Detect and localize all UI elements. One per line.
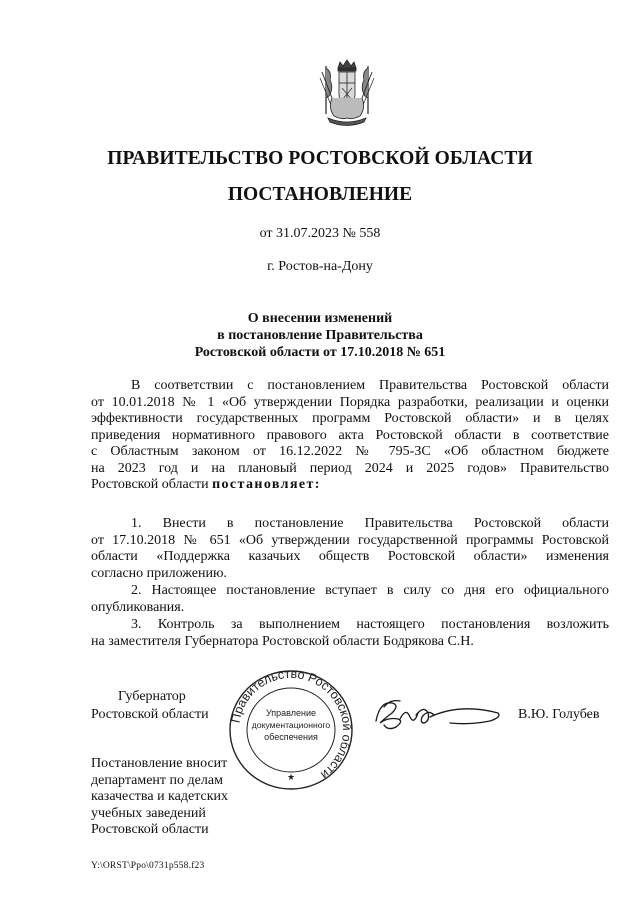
stamp-star-icon: ★	[286, 772, 296, 782]
rostov-coat-of-arms-icon	[318, 58, 376, 128]
footer-file-path: Y:\ORST\Ppo\0731p558.f23	[91, 861, 205, 871]
text-line: В соответствии с постановлением Правительства Ростовской области	[131, 378, 609, 393]
text-fragment: Ростовской области	[91, 477, 213, 492]
text-line: приведения нормативного правового акта Ростовской области в соответствие	[91, 427, 609, 443]
stamp-center-line: Управление	[265, 708, 317, 718]
document-heading	[0, 310, 640, 361]
text-line: Постановление вносит	[91, 756, 228, 771]
document-date-number: от 31.07.2023 № 558	[259, 226, 381, 241]
submitted-by-block	[91, 756, 271, 839]
signer-name: В.Ю. Голубев	[518, 707, 600, 722]
text-line: Ростовской области	[91, 822, 209, 838]
stamp-center-line: обеспечения	[264, 732, 318, 742]
stamp-ring-text: Правительство Ростовской области	[228, 668, 355, 783]
heading-line: Ростовской области от 17.10.2018 № 651	[194, 345, 446, 360]
resolution-keyword: постановляет:	[212, 477, 321, 492]
text-line: 3. Контроль за выполнением настоящего постановления возложить	[131, 617, 609, 632]
clause-2	[91, 583, 609, 616]
text-line: 2. Настоящее постановление вступает в силу со дня его официального	[131, 583, 609, 598]
text-line: с Областным законом от 16.12.2022 № 795-ЗС «Об областном бюджете	[91, 444, 609, 459]
document-type: ПОСТАНОВЛЕНИЕ	[227, 184, 413, 205]
signer-title: Губернатор	[118, 689, 186, 704]
preamble-paragraph	[91, 378, 609, 494]
text-line: на заместителя Губернатора Ростовской области Бодрякова С.Н.	[91, 633, 474, 649]
text-line: казачества и кадетских	[91, 789, 228, 805]
text-line: 1. Внести в постановление Правительства Ростовской области	[131, 516, 609, 531]
text-line	[91, 477, 609, 494]
text-line: опубликования.	[91, 599, 185, 615]
text-line: от 10.01.2018 № 1 «Об утверждении Порядка разработки, реализации и оценки	[91, 394, 609, 410]
text-line: учебных заведений	[91, 805, 206, 821]
stamp-center-line: документационного	[251, 720, 331, 730]
government-title: ПРАВИТЕЛЬСТВО РОСТОВСКОЙ ОБЛАСТИ	[107, 148, 533, 169]
text-line: от 17.10.2018 № 651 «Об утверждении государственной программы Ростовской	[91, 532, 609, 548]
text-line: эффективности государственных программ Ростовской области» и в целях	[91, 411, 609, 426]
heading-line: О внесении изменений	[247, 311, 393, 326]
heading-line: в постановление Правительства	[217, 328, 423, 343]
text-line: департамент по делам	[91, 772, 223, 788]
signer-region: Ростовской области	[91, 707, 209, 722]
text-line: на 2023 год и на плановый период 2024 и 2025 годов» Правительство	[91, 460, 609, 476]
text-line: области «Поддержка казачьих обществ Ростовской области» изменения	[91, 549, 609, 564]
clause-1	[91, 516, 609, 582]
clause-3	[91, 617, 609, 650]
text-line: согласно приложению.	[91, 565, 227, 581]
handwritten-signature-icon	[370, 693, 505, 735]
document-place: г. Ростов-на-Дону	[267, 259, 373, 274]
